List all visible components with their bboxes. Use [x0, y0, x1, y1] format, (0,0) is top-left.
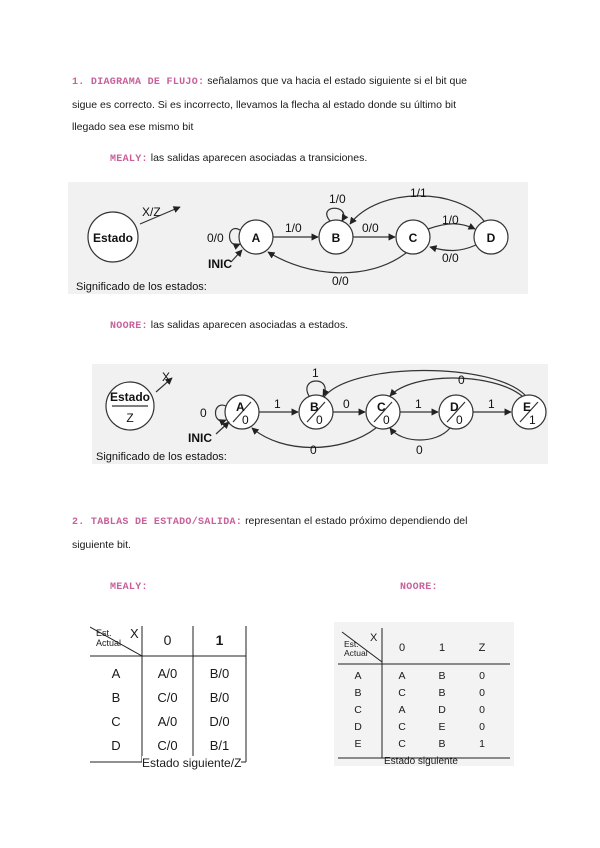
label-b-c: 0/0 [362, 221, 379, 235]
moore-inic-label: INIC [188, 431, 212, 445]
moore-arrow-d-c [390, 428, 450, 440]
moore-state-d-name: D [450, 400, 459, 414]
mealy-description: las salidas aparecen asociadas a transiciones. [150, 152, 368, 164]
moore-header-0: 0 [398, 642, 406, 654]
section2-line2: siguiente bit. [72, 539, 131, 551]
label-a-b: 1/0 [285, 221, 302, 235]
table-cell: C [398, 738, 406, 750]
moore-table-body [334, 668, 502, 753]
moore-state-diagram [92, 364, 548, 464]
table-cell: B [354, 687, 362, 699]
table-cell: D [111, 738, 121, 753]
mealy-header-1: 1 [215, 632, 224, 648]
moore-arrow-inic [216, 422, 229, 434]
label-d-c: 0/0 [442, 251, 459, 265]
mealy-note [110, 147, 367, 171]
mealy-table-body [90, 662, 246, 758]
table-cell: 0 [479, 721, 485, 733]
moore-state-e-out: 1 [529, 413, 536, 427]
moore-state-a-name: A [236, 400, 245, 414]
moore-label-d-c: 0 [416, 443, 423, 457]
table-cell: C/0 [157, 738, 178, 753]
section2-heading: 2. TABLAS DE ESTADO/SALIDA: [72, 517, 243, 528]
section1-line1: señalamos que va hacia el estado siguiente si el bit que [207, 75, 468, 87]
mealy-state-table [90, 622, 252, 772]
arrow-d-b [350, 196, 484, 224]
moore-label-d-e: 1 [488, 397, 495, 411]
table-cell: B/1 [209, 738, 230, 753]
table-cell: D/0 [209, 714, 230, 729]
moore-corner-input: X [370, 632, 378, 644]
moore-state-table [334, 622, 514, 766]
mealy-diagram-caption: Significado de los estados: [76, 281, 207, 293]
table-row [334, 702, 502, 719]
mealy-table-title: MEALY: [110, 582, 148, 593]
table-row [90, 710, 246, 734]
table-cell: 0 [479, 670, 485, 682]
legend-moore-state: Estado [109, 390, 151, 404]
moore-state-d-out: 0 [456, 413, 463, 427]
table-row [90, 686, 246, 710]
state-c-label: C [408, 231, 418, 245]
label-a-self: 0/0 [207, 231, 224, 245]
moore-state-c-out: 0 [383, 413, 390, 427]
section1-line3: llegado sea ese mismo bit [72, 121, 194, 133]
moore-header-1: 1 [438, 642, 446, 654]
moore-label-a-b: 1 [274, 397, 281, 411]
moore-arrow-e-c [390, 378, 522, 396]
table-cell: E [438, 721, 446, 733]
section1-heading: 1. DIAGRAMA DE FLUJO: [72, 77, 205, 88]
moore-corner-state: Est. Actual [344, 639, 368, 658]
table-cell: B [438, 738, 446, 750]
moore-note [110, 314, 348, 338]
table-row [334, 736, 502, 753]
table-cell: E [354, 738, 362, 750]
moore-description: las salidas aparecen asociadas a estados. [150, 319, 349, 331]
section2-line1: representan el estado próximo dependiendo del [245, 515, 468, 527]
label-c-a: 0/0 [332, 274, 349, 288]
table-cell: B/0 [209, 690, 230, 705]
moore-arrow-b-self [307, 381, 325, 396]
moore-table-footer: Estado siguiente [384, 756, 458, 766]
table-cell: C [111, 714, 121, 729]
table-cell: B [438, 687, 446, 699]
moore-keyword: NOORE: [110, 321, 148, 332]
table-row [334, 719, 502, 736]
moore-state-a-out: 0 [242, 413, 249, 427]
moore-state-c-name: C [377, 400, 386, 414]
moore-label-a-self: 0 [200, 406, 207, 420]
moore-state-e-name: E [523, 400, 532, 414]
state-b-label: B [331, 231, 341, 245]
moore-label-b-self: 1 [312, 366, 319, 380]
table-cell: A [398, 670, 406, 682]
table-cell: D [354, 721, 362, 733]
table-cell: B [438, 670, 446, 682]
table-cell: A [111, 666, 121, 681]
label-d-b: 1/1 [410, 186, 427, 200]
moore-state-b-out: 0 [316, 413, 323, 427]
table-cell: A [398, 704, 406, 716]
arrow-inic [231, 250, 242, 262]
inic-label: INIC [208, 257, 232, 271]
table-cell: C [398, 687, 406, 699]
table-cell: 0 [479, 704, 485, 716]
state-d-label: D [486, 231, 496, 245]
moore-arrow-a-self [216, 405, 227, 421]
table-row [334, 685, 502, 702]
table-cell: B/0 [209, 666, 230, 681]
table-cell: C [354, 704, 362, 716]
table-row [90, 734, 246, 758]
legend-moore-input: X [162, 370, 171, 384]
table-row [334, 668, 502, 685]
moore-table-title: NOORE: [400, 582, 438, 593]
moore-label-e-c: 0 [458, 373, 465, 387]
mealy-table-footer: Estado siguiente/Z [142, 756, 242, 770]
moore-diagram-caption: Significado de los estados: [96, 451, 227, 463]
section1-line2: sigue es correcto. Si es incorrecto, llevamos la flecha al estado donde su último bit [72, 99, 457, 111]
arrow-d-c [430, 245, 476, 251]
table-cell: B [111, 690, 121, 705]
legend-moore-output: Z [126, 411, 134, 425]
state-a-label: A [251, 231, 261, 245]
arrow-c-a [268, 252, 406, 273]
table-row [90, 662, 246, 686]
table-cell: C/0 [157, 690, 178, 705]
mealy-corner-state: Est. Actual [96, 628, 122, 648]
arrow-b-self [327, 208, 344, 221]
moore-label-b-c: 0 [343, 397, 350, 411]
table-cell: A/0 [157, 714, 178, 729]
table-cell: D [438, 704, 446, 716]
mealy-corner-input: X [130, 626, 139, 641]
legend-io-label: X/Z [142, 205, 161, 219]
label-b-self: 1/0 [329, 192, 346, 206]
section2-paragraph [72, 510, 532, 556]
mealy-state-diagram [68, 182, 528, 294]
label-c-d: 1/0 [442, 213, 459, 227]
moore-label-c-a: 0 [310, 443, 317, 457]
legend-state-label: Estado [92, 231, 134, 245]
mealy-keyword: MEALY: [110, 154, 148, 165]
mealy-header-0: 0 [163, 632, 172, 648]
table-cell: A/0 [157, 666, 178, 681]
moore-header-z: Z [478, 642, 486, 654]
moore-state-b-name: B [310, 400, 319, 414]
moore-label-c-d: 1 [415, 397, 422, 411]
table-cell: A [354, 670, 362, 682]
section1-paragraph [72, 70, 532, 138]
table-cell: C [398, 721, 406, 733]
table-cell: 0 [479, 687, 485, 699]
table-cell: 1 [479, 738, 485, 750]
